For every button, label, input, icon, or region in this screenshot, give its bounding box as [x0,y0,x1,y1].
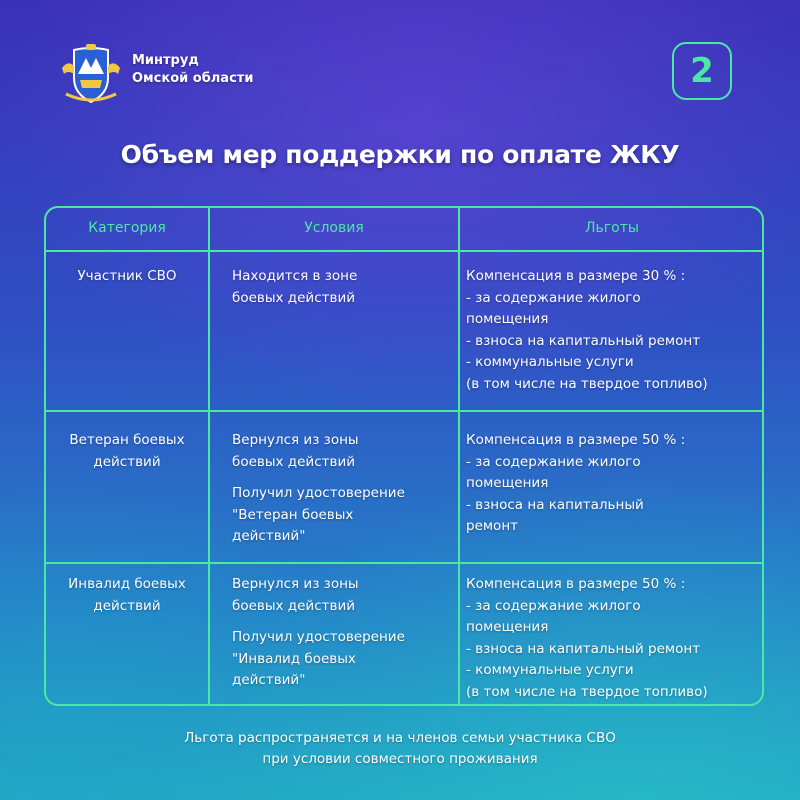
condition-text: "Ветеран боевых [232,506,354,523]
category-text: действий [93,453,161,470]
benefit-text: - коммунальные услуги [466,354,634,370]
table-row-3-benefits [466,574,762,703]
condition-text: Получил удостоверение [232,629,405,645]
benefit-text: (в том числе на твердое топливо) [466,683,708,700]
benefit-text: помещения [466,619,549,635]
benefit-text: - за содержание жилого [466,453,641,470]
omsk-region-coat-of-arms-icon [60,44,122,106]
benefit-text: - взноса на капитальный ремонт [466,640,701,657]
footer-note-line2: при условии совместного проживания [262,751,538,767]
condition-text: "Инвалид боевых [232,650,356,667]
condition-text: действий" [232,528,306,544]
column-header-benefits: Льготы [585,220,639,236]
table-row-2-benefits [466,430,762,538]
organization-name [132,52,253,88]
column-divider [208,208,210,704]
column-header-conditions: Условия [304,220,364,236]
row-divider [46,562,762,564]
category-text: Инвалид боевых [68,576,186,592]
benefit-text: - взноса на капитальный ремонт [466,332,701,349]
column-divider [458,208,460,704]
condition-text: Вернулся из зоны [232,576,359,592]
condition-text: боевых действий [232,289,355,306]
benefit-text: (в том числе на твердое топливо) [466,375,708,392]
row-divider [46,250,762,252]
benefit-text: помещения [466,311,549,327]
row-divider [46,410,762,412]
table-row-3-conditions [232,574,456,692]
table-row-1-category [46,266,208,288]
category-text: действий [93,597,161,614]
category-text: Участник СВО [77,268,177,284]
table-row-2-category [46,430,208,473]
benefit-text: Компенсация в размере 50 % : [466,432,686,448]
benefit-text: Компенсация в размере 30 % : [466,268,686,284]
support-measures-table [44,206,764,706]
benefit-text: - за содержание жилого [466,289,641,306]
table-row-1-conditions [232,266,456,309]
footer-note [0,728,800,770]
condition-text: боевых действий [232,453,355,470]
benefit-text: ремонт [466,518,519,534]
condition-text: действий" [232,672,306,688]
footer-note-line1: Льгота распространяется и на членов семьи участника СВО [184,730,616,746]
condition-text: Вернулся из зоны [232,432,359,448]
condition-text: Находится в зоне [232,268,358,284]
benefit-text: Компенсация в размере 50 % : [466,576,686,592]
table-row-2-conditions [232,430,456,548]
benefit-text: - за содержание жилого [466,597,641,614]
benefit-text: - коммунальные услуги [466,662,634,678]
condition-text: Получил удостоверение [232,485,405,501]
column-header-category: Категория [88,220,166,236]
benefit-text: помещения [466,475,549,491]
table-row-1-benefits [466,266,762,395]
table-row-3-category [46,574,208,617]
page-number-badge: 2 [672,42,732,100]
category-text: Ветеран боевых [69,432,185,448]
page-title: Объем мер поддержки по оплате ЖКУ [120,140,680,169]
organization-name-line1: Минтруд [132,53,199,68]
condition-text: боевых действий [232,597,355,614]
organization-name-line2: Омской области [132,71,254,86]
benefit-text: - взноса на капитальный [466,496,644,513]
